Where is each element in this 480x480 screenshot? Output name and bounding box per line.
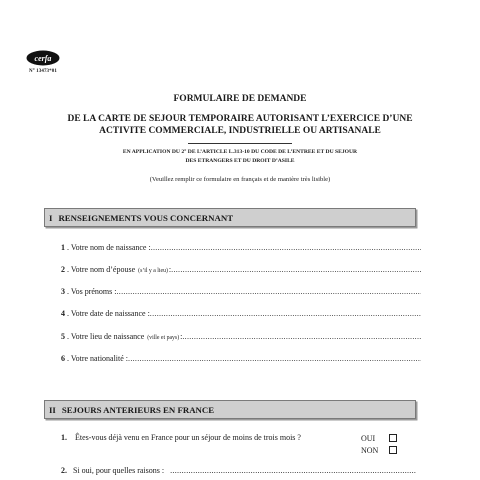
field-colon: : bbox=[180, 332, 183, 341]
field-birth-name[interactable] bbox=[61, 243, 421, 252]
field-number: 5 bbox=[61, 332, 65, 341]
choice-yes[interactable] bbox=[361, 432, 397, 444]
fill-line[interactable] bbox=[117, 287, 422, 296]
field-first-names[interactable] bbox=[61, 287, 421, 296]
field-label: . Votre lieu de naissance bbox=[67, 332, 145, 341]
cerfa-logo-icon bbox=[26, 50, 60, 66]
section-1-header bbox=[44, 208, 416, 227]
yes-no-choice bbox=[361, 432, 397, 456]
choice-no[interactable] bbox=[361, 444, 397, 456]
question-number: 2. bbox=[61, 466, 67, 475]
field-number: 2 bbox=[61, 265, 65, 274]
fill-line[interactable] bbox=[151, 243, 421, 252]
field-hint: (s’il y a lieu) bbox=[138, 268, 168, 274]
field-number: 3 bbox=[61, 287, 65, 296]
field-label: . Votre nom de naissance : bbox=[67, 243, 151, 252]
choice-no-label: NON bbox=[361, 445, 379, 455]
field-stay-reasons[interactable] bbox=[61, 466, 416, 475]
section-1-number: I bbox=[49, 212, 53, 223]
field-birth-date[interactable] bbox=[61, 309, 421, 318]
legal-reference bbox=[0, 148, 480, 166]
section-2-header bbox=[44, 400, 416, 419]
field-number: 1 bbox=[61, 243, 65, 252]
choice-yes-label: OUI bbox=[361, 433, 376, 443]
form-subtitle-line1: DE LA CARTE DE SEJOUR TEMPORAIRE AUTORISANT L’EXERCICE D’UNE bbox=[67, 114, 413, 124]
legal-reference-line1: EN APPLICATION DU 2° DE L’ARTICLE L.313-10 DU CODE DE L’ENTREE ET DU SEJOUR bbox=[122, 149, 358, 155]
fill-line[interactable] bbox=[150, 309, 421, 318]
field-nationality[interactable] bbox=[61, 354, 421, 363]
title-separator bbox=[188, 143, 292, 144]
checkbox-yes[interactable] bbox=[389, 434, 397, 442]
question-previous-stay bbox=[61, 433, 301, 442]
form-subtitle-line2: ACTIVITE COMMERCIALE, INDUSTRIELLE OU ARTISANALE bbox=[99, 126, 381, 136]
fill-line[interactable] bbox=[128, 354, 421, 363]
field-label: . Votre date de naissance : bbox=[67, 309, 150, 318]
form-subtitle bbox=[0, 113, 480, 137]
question-text: Si oui, pour quelles raisons : bbox=[73, 466, 165, 475]
question-number: 1. bbox=[61, 433, 67, 442]
legal-reference-line2: DES ETRANGERS ET DU DROIT D’ASILE bbox=[185, 158, 295, 164]
field-label: . Votre nom d’épouse bbox=[67, 265, 136, 274]
form-number: N° 13473*01 bbox=[29, 69, 57, 74]
field-label: . Votre nationalité : bbox=[67, 354, 129, 363]
section-2-title: SEJOURS ANTERIEURS EN FRANCE bbox=[61, 404, 215, 415]
section-1-title: RENSEIGNEMENTS VOUS CONCERNANT bbox=[58, 212, 234, 223]
field-hint: (ville et pays) bbox=[147, 335, 180, 341]
field-colon: : bbox=[168, 265, 172, 274]
question-text: Êtes-vous déjà venu en France pour un séjour de moins de trois mois ? bbox=[75, 433, 301, 442]
form-title: FORMULAIRE DE DEMANDE bbox=[173, 94, 307, 104]
fill-line[interactable] bbox=[168, 265, 421, 274]
field-birth-place[interactable] bbox=[61, 332, 421, 341]
cerfa-logo-text: cerfa bbox=[34, 53, 52, 63]
field-label: . Vos prénoms : bbox=[67, 287, 117, 296]
fill-line[interactable] bbox=[170, 466, 416, 475]
cerfa-logo bbox=[26, 50, 60, 66]
fill-instructions: (Veuillez remplir ce formulaire en français et de manière très lisible) bbox=[149, 176, 331, 183]
field-married-name[interactable] bbox=[61, 265, 421, 274]
field-number: 4 bbox=[61, 309, 65, 318]
section-2-number: II bbox=[49, 404, 56, 415]
fill-line[interactable] bbox=[182, 332, 421, 341]
checkbox-no[interactable] bbox=[389, 446, 397, 454]
field-number: 6 bbox=[61, 354, 65, 363]
